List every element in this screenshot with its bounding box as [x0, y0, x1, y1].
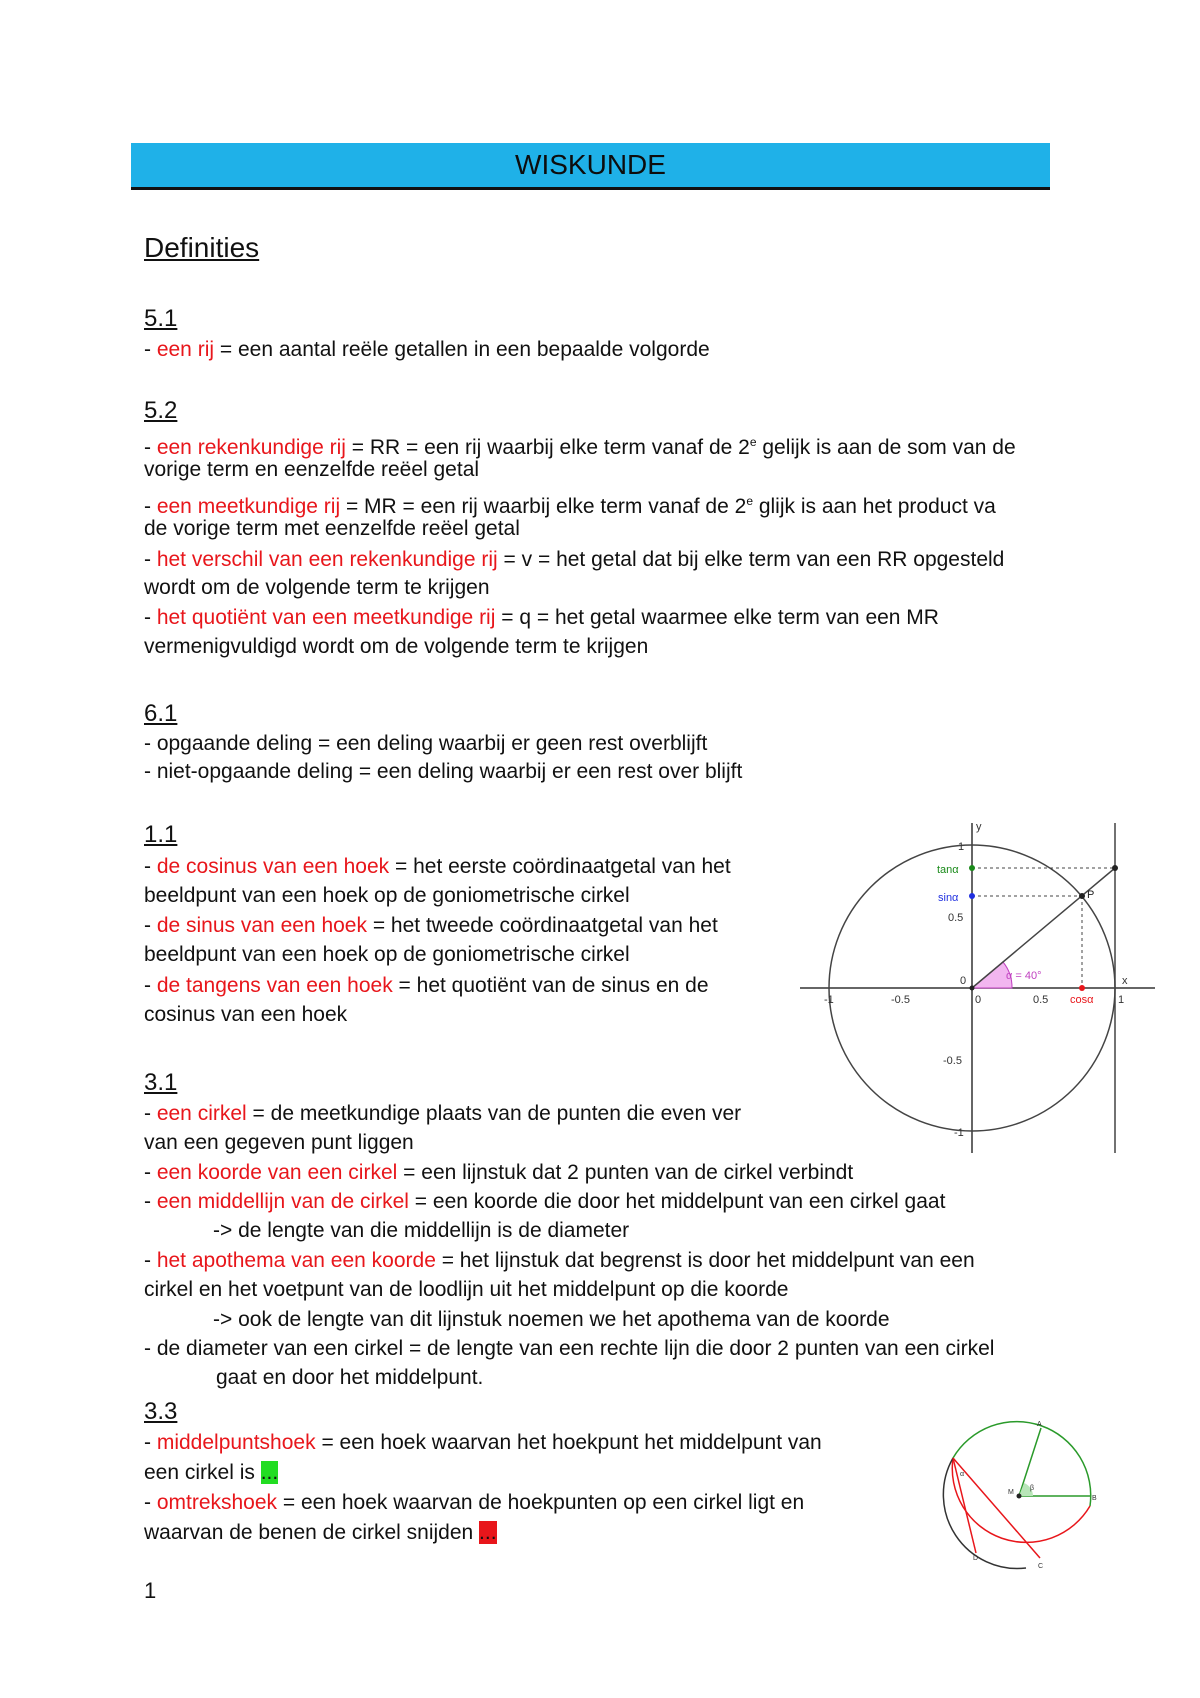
- cos-point: [1079, 985, 1085, 991]
- y-tick: 0.5: [948, 912, 964, 924]
- definition-line: vorige term en eenzelfde reëel getal: [144, 458, 480, 481]
- definition-line: - een koorde van een cirkel = een lijnstuk dat 2 punten van de cirkel verbindt: [144, 1161, 854, 1184]
- definition-line: - omtrekshoek = een hoek waarvan de hoekpunten op een cirkel ligt en: [144, 1491, 805, 1514]
- definition-line: een cirkel is ...: [144, 1461, 279, 1484]
- definition-line: beeldpunt van een hoek op de goniometrische cirkel: [144, 943, 630, 966]
- definition-line: - een meetkundige rij = MR = een rij waarbij elke term vanaf de 2e glijk is aan het product va: [144, 494, 996, 518]
- arc-left: [943, 1458, 1026, 1569]
- x-tick: 0: [975, 994, 982, 1006]
- definition-line: - de diameter van een cirkel = de lengte van een rechte lijn die door 2 punten van een cirkel: [144, 1337, 995, 1360]
- label-a: A: [1037, 1421, 1042, 1428]
- page-number: 1: [144, 1578, 157, 1603]
- definition-line: van een gegeven punt liggen: [144, 1131, 414, 1154]
- definition-note: -> ook de lengte van dit lijnstuk noemen we het apothema van de koorde: [213, 1308, 890, 1331]
- unit-circle-figure: [800, 818, 1155, 1153]
- definition-line: vermenigvuldigd wordt om de volgende term te krijgen: [144, 635, 649, 658]
- label-alpha: α: [960, 1471, 965, 1478]
- definition-line: - de cosinus van een hoek = het eerste coördinaatgetal van het: [144, 855, 731, 878]
- p-label: P: [1087, 889, 1095, 901]
- definition-line: - middelpuntshoek = een hoek waarvan het hoekpunt het middelpunt van: [144, 1431, 822, 1454]
- label-m: M: [1008, 1489, 1014, 1496]
- definition-line: beeldpunt van een hoek op de goniometrische cirkel: [144, 884, 630, 907]
- section-number-1-1: 1.1: [144, 821, 178, 848]
- label-b: B: [1092, 1495, 1097, 1502]
- section-number-3-3: 3.3: [144, 1398, 178, 1425]
- origin-point: [970, 986, 975, 991]
- definition-line: de vorige term met eenzelfde reëel getal: [144, 517, 520, 540]
- definition-line: - de sinus van een hoek = het tweede coördinaatgetal van het: [144, 914, 718, 937]
- point-p: [1079, 893, 1085, 899]
- section-number-5-2: 5.2: [144, 397, 178, 424]
- cos-label: cosα: [1070, 994, 1094, 1006]
- x-tick: -0.5: [891, 994, 910, 1006]
- label-c: C: [1038, 1563, 1044, 1570]
- definition-line: wordt om de volgende term te krijgen: [144, 576, 490, 599]
- y-tick: 1: [958, 841, 965, 853]
- center-point: [1017, 1494, 1022, 1499]
- label-d: D: [973, 1555, 979, 1562]
- definition-line: - het quotiënt van een meetkundige rij = q = het getal waarmee elke term van een MR: [144, 606, 939, 629]
- y-tick: 0: [960, 975, 967, 987]
- definition-line: waarvan de benen de cirkel snijden ...: [144, 1521, 497, 1544]
- y-tick: -0.5: [943, 1055, 962, 1067]
- definition-line: cosinus van een hoek: [144, 1003, 348, 1026]
- definition-line: - een rij = een aantal reële getallen in een bepaalde volgorde: [144, 338, 710, 361]
- x-tick: 1: [1118, 994, 1125, 1006]
- definition-note: -> de lengte van die middellijn is de diameter: [213, 1219, 630, 1242]
- page-title: WISKUNDE: [515, 149, 666, 180]
- definition-line: - een rekenkundige rij = RR = een rij waarbij elke term vanaf de 2e gelijk is aan de som van de: [144, 435, 1016, 459]
- highlight-red: ...: [479, 1521, 497, 1544]
- definition-line: - een cirkel = de meetkundige plaats van de punten die even ver: [144, 1102, 742, 1125]
- sin-point: [969, 893, 975, 899]
- highlight-green: ...: [260, 1461, 279, 1484]
- definition-line: gaat en door het middelpunt.: [216, 1366, 484, 1389]
- x-tick: 0.5: [1033, 994, 1049, 1006]
- section-heading: Definities: [144, 232, 260, 263]
- definition-line: - de tangens van een hoek = het quotiënt van de sinus en de: [144, 974, 709, 997]
- angle-label: α = 40°: [1006, 970, 1042, 982]
- tan-point: [969, 865, 975, 871]
- definition-line: - opgaande deling = een deling waarbij er geen rest overblijft: [144, 732, 708, 755]
- x-tick: -1: [824, 994, 834, 1006]
- definition-line: cirkel en het voetpunt van de loodlijn uit het middelpunt op die koorde: [144, 1278, 789, 1301]
- label-beta: β: [1030, 1485, 1035, 1492]
- tan-label: tanα: [937, 864, 959, 876]
- section-number-6-1: 6.1: [144, 700, 178, 727]
- y-axis-label: y: [976, 821, 982, 833]
- definition-line: - het verschil van een rekenkundige rij = v = het getal dat bij elke term van een RR opgesteld: [144, 548, 1005, 571]
- radius-line: [972, 868, 1115, 988]
- x-axis-label: x: [1122, 975, 1128, 987]
- section-number-5-1: 5.1: [144, 305, 178, 332]
- y-tick: -1: [954, 1127, 964, 1139]
- angle-circle-figure: [938, 1418, 1098, 1574]
- tan-end-point: [1112, 865, 1118, 871]
- title-banner: [131, 143, 1050, 190]
- definition-line: - het apothema van een koorde = het lijnstuk dat begrenst is door het middelpunt van een: [144, 1249, 975, 1272]
- section-number-3-1: 3.1: [144, 1069, 178, 1096]
- definition-line: - een middellijn van de cirkel = een koorde die door het middelpunt van een cirkel gaat: [144, 1190, 946, 1213]
- arc-red: [952, 1458, 1090, 1542]
- definition-line: - niet-opgaande deling = een deling waarbij er een rest over blijft: [144, 760, 743, 783]
- sin-label: sinα: [938, 892, 959, 904]
